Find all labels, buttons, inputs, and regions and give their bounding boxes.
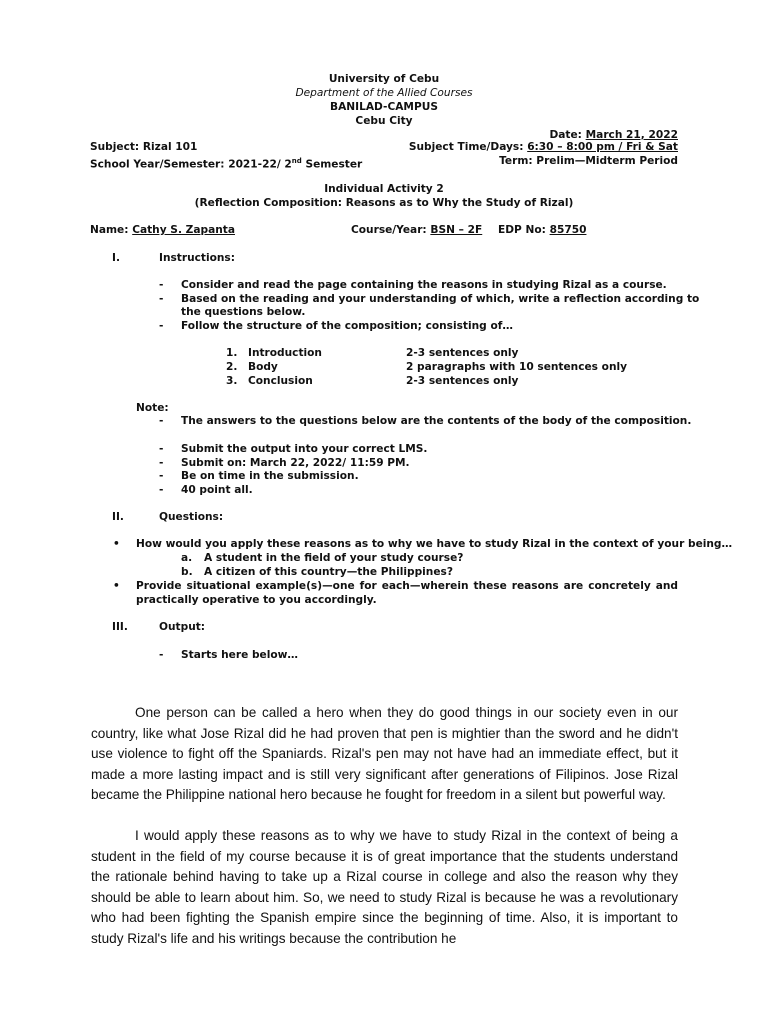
instruction-item: Based on the reading and your understanding of which, write a reflection according to: [181, 293, 700, 305]
subitem-marker: b.: [181, 566, 193, 578]
structure-desc: 2-3 sentences only: [406, 347, 519, 359]
dash-marker: -: [159, 415, 164, 427]
dash-marker: -: [159, 484, 164, 496]
university-name: University of Cebu: [328, 73, 440, 85]
question-2-line2: practically operative to you accordingly.: [136, 594, 377, 606]
time-label: Subject Time/Days:: [408, 141, 524, 153]
activity-subtitle: (Reflection Composition: Reasons as to Why the Study of Rizal): [194, 197, 574, 209]
subject-line: [90, 140, 197, 154]
section-numeral-i: I.: [112, 252, 120, 264]
structure-part: Body: [248, 361, 278, 373]
structure-num: 3.: [226, 375, 238, 387]
subitem-marker: a.: [181, 552, 193, 564]
question-1b: A citizen of this country—the Philippines?: [204, 566, 453, 578]
note-item: Submit the output into your correct LMS.: [181, 443, 428, 455]
section-numeral-iii: III.: [112, 621, 128, 633]
note-item: Be on time in the submission.: [181, 470, 359, 482]
instruction-item-continued: the questions below.: [181, 306, 306, 318]
school-year-line: [90, 154, 362, 172]
note-item: 40 point all.: [181, 484, 253, 496]
instruction-item: Follow the structure of the composition; consisting of…: [181, 320, 513, 332]
essay-paragraph-1: One person can be called a hero when they do good things in our society even in our country, like what Jose Rizal did he had proven that pen is mightier than the sword and he didn't use violence to fight off the Spaniards. Rizal's pen may not have had an immediate effect, but it made a more lasting impact and is still very significant after generations of Filipinos. Jose Rizal became the Philippine national hero because he fought for freedom in a silent but powerful way.: [91, 705, 678, 803]
questions-heading: Questions:: [159, 511, 224, 523]
dash-marker: -: [159, 320, 164, 332]
course-value: BSN – 2F: [430, 224, 483, 236]
school-year-label: School Year/Semester: 2021-22/ 2: [90, 158, 292, 171]
bullet-marker: •: [113, 538, 120, 550]
essay-paragraph-2: I would apply these reasons as to why we have to study Rizal in the context of being a student in the field of my course because it is of great importance that the students understand the rationale behind having to take up a Rizal course in college and also the reason why they should be able to learn about him. So, we need to study Rizal is because he was a revolutionary who had been fighting the Spanish empire since the beginning of time. Also, it is important to study Rizal's life and his writings because the contribution he: [91, 828, 678, 946]
dash-marker: -: [159, 443, 164, 455]
edp-value: 85750: [549, 224, 587, 236]
question-1: How would you apply these reasons as to why we have to study Rizal in the context of your being…: [136, 538, 733, 550]
student-name-line: [90, 223, 235, 237]
course-line: [351, 223, 482, 237]
department-name: Department of the Allied Courses: [295, 87, 473, 99]
dash-marker: -: [159, 293, 164, 305]
course-label: Course/Year:: [351, 224, 427, 236]
output-heading: Output:: [159, 621, 206, 633]
name-value: Cathy S. Zapanta: [132, 224, 235, 236]
campus-name: BANILAD-CAMPUS: [330, 101, 438, 113]
bullet-marker: •: [113, 580, 120, 592]
subject-time-line: [409, 140, 678, 154]
subject-label: Subject:: [90, 141, 140, 153]
date-value: March 21, 2022: [585, 129, 678, 141]
structure-part: Conclusion: [248, 375, 313, 387]
question-1a: A student in the field of your study course?: [204, 552, 464, 564]
structure-desc: 2-3 sentences only: [406, 375, 519, 387]
subject-value: Rizal 101: [142, 141, 198, 153]
edp-line: [498, 223, 586, 237]
date-label: Date:: [549, 129, 582, 141]
note-label: Note:: [136, 402, 169, 414]
structure-part: Introduction: [248, 347, 322, 359]
section-numeral-ii: II.: [112, 511, 124, 523]
name-label: Name:: [90, 224, 129, 236]
dash-marker: -: [159, 649, 164, 661]
structure-num: 2.: [226, 361, 238, 373]
dash-marker: -: [159, 279, 164, 291]
school-year-sup: nd: [291, 157, 302, 165]
time-value: 6:30 – 8:00 pm / Fri & Sat: [527, 141, 678, 153]
note-item: Submit on: March 22, 2022/ 11:59 PM.: [181, 457, 410, 469]
question-2-line1: Provide situational example(s)—one for each—wherein these reasons are concretely and: [136, 580, 678, 592]
city-name: Cebu City: [355, 115, 413, 127]
instructions-heading: Instructions:: [159, 252, 235, 264]
activity-title: Individual Activity 2: [324, 183, 444, 195]
structure-num: 1.: [226, 347, 238, 359]
edp-label: EDP No:: [498, 224, 546, 236]
output-item: Starts here below…: [181, 649, 299, 661]
term-line: Term: Prelim—Midterm Period: [499, 155, 678, 167]
dash-marker: -: [159, 457, 164, 469]
structure-desc: 2 paragraphs with 10 sentences only: [406, 361, 628, 373]
note-item: The answers to the questions below are the contents of the body of the composition.: [181, 415, 692, 427]
school-year-tail: Semester: [301, 158, 363, 171]
dash-marker: -: [159, 470, 164, 482]
instruction-item: Consider and read the page containing the reasons in studying Rizal as a course.: [181, 279, 667, 291]
